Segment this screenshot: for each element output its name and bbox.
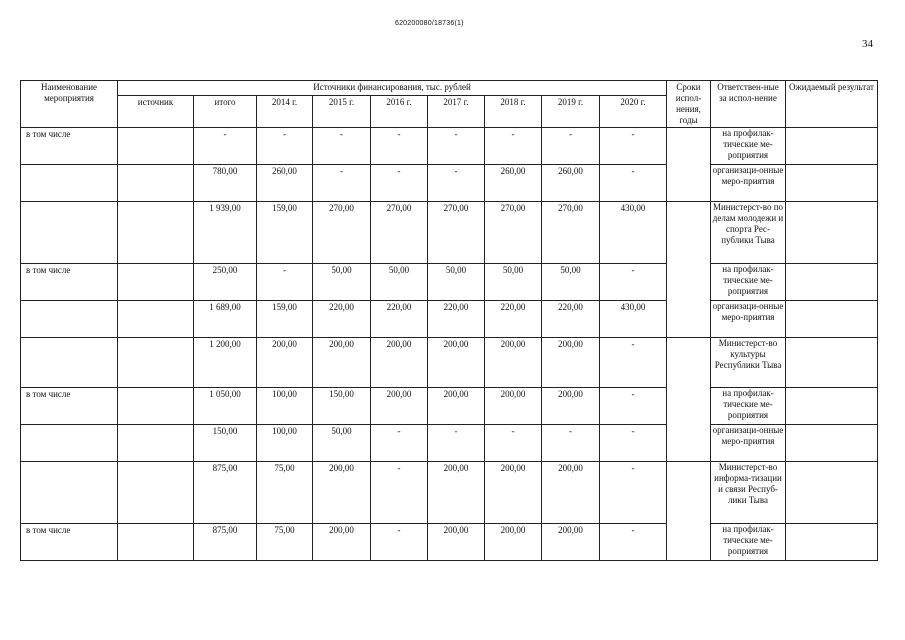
- row-2019: 200,00: [542, 338, 600, 388]
- row-2020: -: [600, 165, 667, 202]
- row-terms: [667, 338, 711, 462]
- row-source: [118, 388, 194, 425]
- table-row: [21, 462, 878, 524]
- row-2020: 430,00: [600, 301, 667, 338]
- row-total: 875,00: [194, 462, 257, 524]
- row-2016: 270,00: [371, 202, 428, 264]
- row-2016: -: [371, 165, 428, 202]
- row-expected: [786, 165, 878, 202]
- table-row: [21, 165, 878, 202]
- row-responsible: Министерст-во культуры Республики Тыва: [711, 338, 786, 388]
- row-2015: 50,00: [313, 425, 371, 462]
- header-year-2016: 2016 г.: [371, 95, 428, 127]
- row-name: в том числе: [21, 264, 118, 301]
- row-2014: 159,00: [257, 202, 313, 264]
- row-expected: [786, 524, 878, 561]
- row-responsible: на профилак-тические ме-роприятия: [711, 264, 786, 301]
- row-responsible: Министерст-во информа-тизации и связи Респуб-лики Тыва: [711, 462, 786, 524]
- row-source: [118, 338, 194, 388]
- row-name: [21, 338, 118, 388]
- row-2015: 200,00: [313, 524, 371, 561]
- row-expected: [786, 202, 878, 264]
- header-year-2020: 2020 г.: [600, 95, 667, 127]
- row-name: [21, 425, 118, 462]
- table-row: [21, 388, 878, 425]
- document-id: 620200080/18736(1): [395, 20, 464, 27]
- row-2019: 270,00: [542, 202, 600, 264]
- row-2019: 200,00: [542, 462, 600, 524]
- row-expected: [786, 301, 878, 338]
- row-2018: -: [485, 425, 542, 462]
- row-total: 1 689,00: [194, 301, 257, 338]
- row-2016: -: [371, 425, 428, 462]
- row-2014: 75,00: [257, 462, 313, 524]
- row-source: [118, 128, 194, 165]
- row-terms: [667, 128, 711, 202]
- row-2019: -: [542, 425, 600, 462]
- row-2017: 200,00: [428, 524, 485, 561]
- table-row: [21, 338, 878, 388]
- row-source: [118, 264, 194, 301]
- row-expected: [786, 128, 878, 165]
- row-2015: 200,00: [313, 338, 371, 388]
- row-name: [21, 462, 118, 524]
- row-2015: 220,00: [313, 301, 371, 338]
- table-row: [21, 128, 878, 165]
- row-responsible: организаци-онные меро-приятия: [711, 165, 786, 202]
- row-2017: 270,00: [428, 202, 485, 264]
- header-expected: Ожидаемый результат: [786, 81, 878, 128]
- row-name: [21, 165, 118, 202]
- row-2016: -: [371, 462, 428, 524]
- page-number: 34: [862, 38, 873, 50]
- row-2019: 220,00: [542, 301, 600, 338]
- row-total: 150,00: [194, 425, 257, 462]
- row-2019: 260,00: [542, 165, 600, 202]
- row-source: [118, 301, 194, 338]
- header-year-2014: 2014 г.: [257, 95, 313, 127]
- row-2020: -: [600, 128, 667, 165]
- row-responsible: на профилак-тические ме-роприятия: [711, 128, 786, 165]
- row-2015: -: [313, 128, 371, 165]
- row-expected: [786, 462, 878, 524]
- row-name: [21, 202, 118, 264]
- table-row: [21, 301, 878, 338]
- table-row: [21, 264, 878, 301]
- row-2014: -: [257, 264, 313, 301]
- row-2018: 260,00: [485, 165, 542, 202]
- row-name: в том числе: [21, 388, 118, 425]
- row-total: 875,00: [194, 524, 257, 561]
- row-total: 1 050,00: [194, 388, 257, 425]
- row-2017: -: [428, 128, 485, 165]
- row-2015: -: [313, 165, 371, 202]
- row-total: -: [194, 128, 257, 165]
- row-2020: -: [600, 425, 667, 462]
- row-2018: 50,00: [485, 264, 542, 301]
- header-year-2015: 2015 г.: [313, 95, 371, 127]
- header-name: Наименование мероприятия: [21, 81, 118, 128]
- row-responsible: Министерст-во по делам молодежи и спорта Рес-публики Тыва: [711, 202, 786, 264]
- row-2017: -: [428, 165, 485, 202]
- header-terms: Сроки испол-нения, годы: [667, 81, 711, 128]
- row-2019: 200,00: [542, 524, 600, 561]
- row-2014: 260,00: [257, 165, 313, 202]
- row-expected: [786, 264, 878, 301]
- row-2016: 200,00: [371, 338, 428, 388]
- header-source: источник: [118, 95, 194, 127]
- row-2020: 430,00: [600, 202, 667, 264]
- row-2016: 200,00: [371, 388, 428, 425]
- row-2014: 200,00: [257, 338, 313, 388]
- row-name: в том числе: [21, 524, 118, 561]
- row-2017: 200,00: [428, 388, 485, 425]
- row-2017: 200,00: [428, 338, 485, 388]
- row-2015: 150,00: [313, 388, 371, 425]
- row-responsible: на профилак-тические ме-роприятия: [711, 524, 786, 561]
- table-row: [21, 202, 878, 264]
- row-2016: -: [371, 524, 428, 561]
- row-2019: -: [542, 128, 600, 165]
- row-2020: -: [600, 524, 667, 561]
- row-name: в том числе: [21, 128, 118, 165]
- row-2017: 50,00: [428, 264, 485, 301]
- row-source: [118, 165, 194, 202]
- row-2018: 270,00: [485, 202, 542, 264]
- row-2017: 220,00: [428, 301, 485, 338]
- row-2017: -: [428, 425, 485, 462]
- row-2020: -: [600, 264, 667, 301]
- row-2015: 200,00: [313, 462, 371, 524]
- header-year-2017: 2017 г.: [428, 95, 485, 127]
- row-terms: [667, 202, 711, 338]
- row-2019: 200,00: [542, 388, 600, 425]
- row-2016: 220,00: [371, 301, 428, 338]
- row-expected: [786, 425, 878, 462]
- row-2015: 270,00: [313, 202, 371, 264]
- row-2018: -: [485, 128, 542, 165]
- row-responsible: организаци-онные меро-приятия: [711, 425, 786, 462]
- row-2018: 200,00: [485, 388, 542, 425]
- row-expected: [786, 338, 878, 388]
- header-sources-group: Источники финансирования, тыс. рублей: [118, 81, 667, 96]
- header-year-2019: 2019 г.: [542, 95, 600, 127]
- row-source: [118, 524, 194, 561]
- row-2020: -: [600, 462, 667, 524]
- row-2014: 100,00: [257, 425, 313, 462]
- row-2015: 50,00: [313, 264, 371, 301]
- row-2018: 200,00: [485, 462, 542, 524]
- row-2017: 200,00: [428, 462, 485, 524]
- row-source: [118, 202, 194, 264]
- row-2018: 220,00: [485, 301, 542, 338]
- row-source: [118, 462, 194, 524]
- row-2014: -: [257, 128, 313, 165]
- row-responsible: на профилак-тические ме-роприятия: [711, 388, 786, 425]
- header-responsible: Ответствен-ные за испол-нение: [711, 81, 786, 128]
- row-2014: 75,00: [257, 524, 313, 561]
- header-year-2018: 2018 г.: [485, 95, 542, 127]
- row-total: 1 200,00: [194, 338, 257, 388]
- row-total: 780,00: [194, 165, 257, 202]
- table-row: [21, 425, 878, 462]
- row-2014: 100,00: [257, 388, 313, 425]
- header-total: итого: [194, 95, 257, 127]
- table-row: [21, 524, 878, 561]
- row-total: 1 939,00: [194, 202, 257, 264]
- row-2018: 200,00: [485, 524, 542, 561]
- row-name: [21, 301, 118, 338]
- row-responsible: организаци-онные меро-приятия: [711, 301, 786, 338]
- row-source: [118, 425, 194, 462]
- row-2019: 50,00: [542, 264, 600, 301]
- row-2020: -: [600, 388, 667, 425]
- row-2018: 200,00: [485, 338, 542, 388]
- row-expected: [786, 388, 878, 425]
- row-2016: 50,00: [371, 264, 428, 301]
- financing-table: [20, 80, 878, 561]
- row-total: 250,00: [194, 264, 257, 301]
- row-terms: [667, 462, 711, 561]
- row-2016: -: [371, 128, 428, 165]
- row-2020: -: [600, 338, 667, 388]
- row-2014: 159,00: [257, 301, 313, 338]
